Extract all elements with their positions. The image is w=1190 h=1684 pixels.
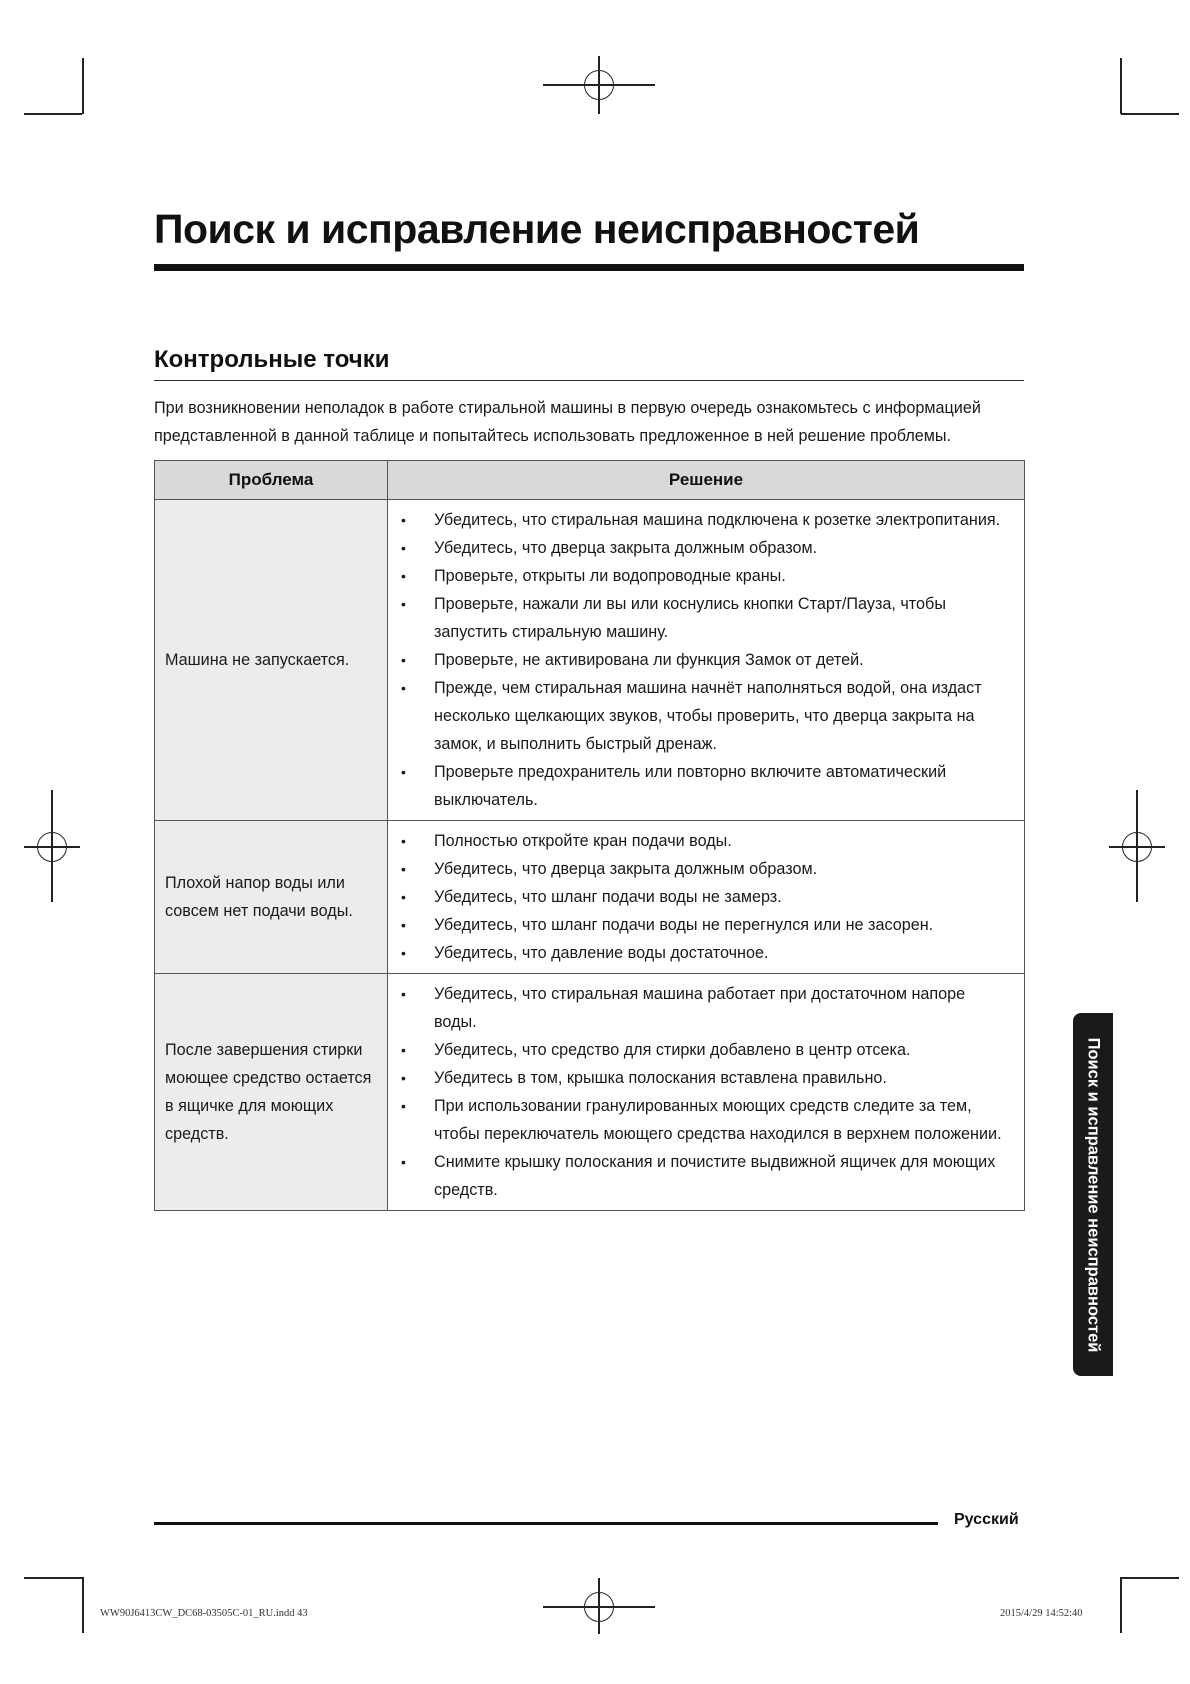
problem-cell: Машина не запускается. <box>155 500 388 821</box>
table-header-row <box>155 461 1025 500</box>
intro-paragraph: При возникновении неполадок в работе стиральной машины в первую очередь ознакомьтесь с информацией представленной в данной таблице и попытайтесь использовать предложенное в ней решение проблемы. <box>154 399 981 445</box>
solution-item: • Проверьте, нажали ли вы или коснулись кнопки Старт/Пауза, чтобы запустить стиральную машину. <box>388 590 1010 646</box>
solution-list <box>388 827 1010 967</box>
solution-list <box>388 980 1010 1204</box>
solution-item: • Проверьте, открыты ли водопроводные краны. <box>388 562 1010 590</box>
footer-rule <box>154 1522 938 1525</box>
solution-cell <box>388 821 1025 974</box>
title-rule <box>154 264 1024 271</box>
solution-cell <box>388 974 1025 1211</box>
table-row <box>155 974 1025 1211</box>
chapter-side-tab-label: Поиск и исправление неисправностей <box>1084 1037 1103 1352</box>
footer-language: Русский <box>954 1511 1019 1528</box>
solution-item: • Убедитесь, что шланг подачи воды не замерз. <box>388 883 1010 911</box>
solution-item: • Убедитесь, что стиральная машина подключена к розетке электропитания. <box>388 506 1010 534</box>
solution-item: • Убедитесь в том, крышка полоскания вставлена правильно. <box>388 1064 1010 1092</box>
solution-list <box>388 506 1010 814</box>
solution-item: • Проверьте предохранитель или повторно включите автоматический выключатель. <box>388 758 1010 814</box>
solution-item: • Убедитесь, что дверца закрыта должным образом. <box>388 855 1010 883</box>
solution-item: • Убедитесь, что средство для стирки добавлено в центр отсека. <box>388 1036 1010 1064</box>
solution-item: • Убедитесь, что стиральная машина работает при достаточном напоре воды. <box>388 980 1010 1036</box>
table-row <box>155 821 1025 974</box>
section-heading: Контрольные точки <box>154 346 390 373</box>
problem-cell: Плохой напор воды или совсем нет подачи воды. <box>155 821 388 974</box>
chapter-side-tab <box>1073 1013 1113 1376</box>
solution-item: • Прежде, чем стиральная машина начнёт наполняться водой, она издаст несколько щелкающих звуков, чтобы проверить, что дверца закрыта на замок, и выполнить быстрый дренаж. <box>388 674 1010 758</box>
file-slug: WW90J6413CW_DC68-03505C-01_RU.indd 43 <box>100 1608 308 1619</box>
column-header-solution: Решение <box>388 461 1025 500</box>
print-timestamp: 2015/4/29 14:52:40 <box>1000 1608 1083 1619</box>
solution-item: • Убедитесь, что шланг подачи воды не перегнулся или не засорен. <box>388 911 1010 939</box>
solution-item: • Снимите крышку полоскания и почистите выдвижной ящичек для моющих средств. <box>388 1148 1010 1204</box>
solution-item: • Убедитесь, что дверца закрыта должным образом. <box>388 534 1010 562</box>
solution-cell <box>388 500 1025 821</box>
solution-item: • При использовании гранулированных моющих средств следите за тем, чтобы переключатель моющего средства находился в верхнем положении. <box>388 1092 1010 1148</box>
problem-cell: После завершения стирки моющее средство остается в ящичке для моющих средств. <box>155 974 388 1211</box>
section-rule <box>154 380 1024 381</box>
solution-item: • Убедитесь, что давление воды достаточное. <box>388 939 1010 967</box>
troubleshooting-table <box>154 460 1025 1211</box>
page-title: Поиск и исправление неисправностей <box>154 206 920 252</box>
solution-item: • Проверьте, не активирована ли функция Замок от детей. <box>388 646 1010 674</box>
table-row <box>155 500 1025 821</box>
column-header-problem: Проблема <box>155 461 388 500</box>
solution-item: • Полностью откройте кран подачи воды. <box>388 827 1010 855</box>
